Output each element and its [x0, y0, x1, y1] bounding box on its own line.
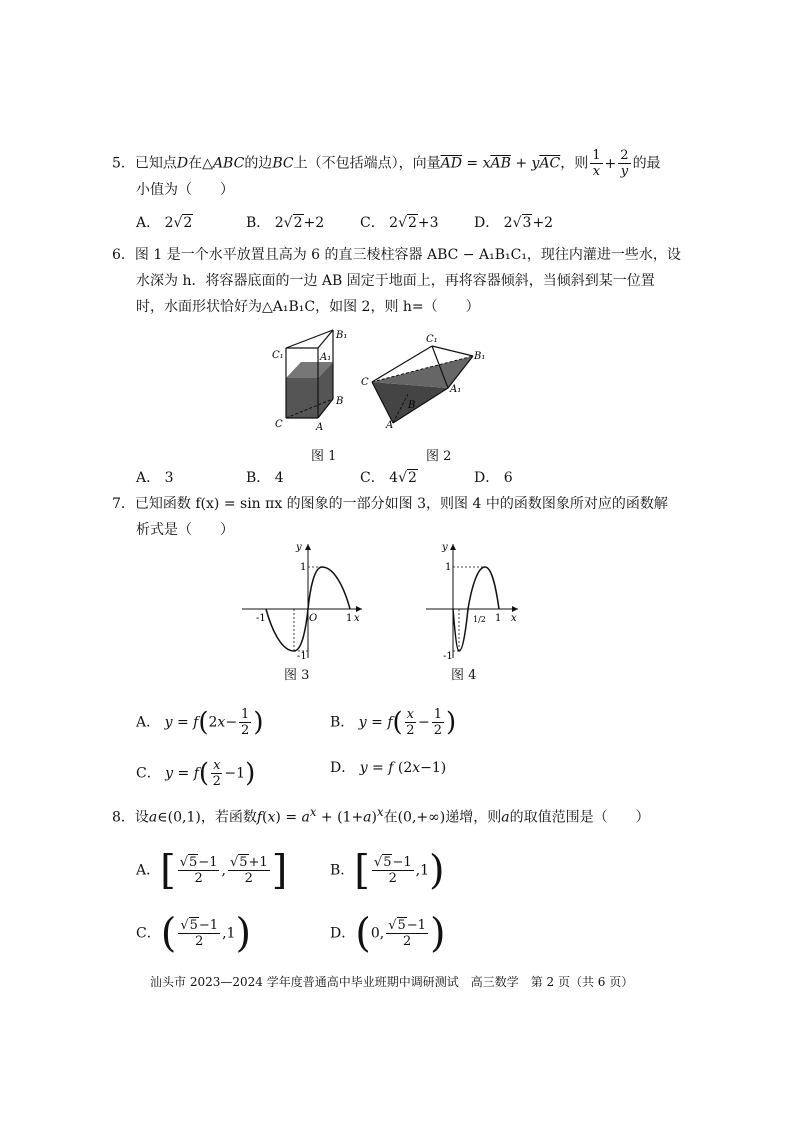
figure-4-graph [422, 538, 522, 662]
q6-stem-line1: 6．图 1 是一个水平放置且高为 6 的直三棱柱容器 ABC − A₁B₁C₁，现往内灌进一些水，设 [112, 247, 681, 263]
fig1-label-a1: A₁ [320, 352, 332, 363]
fig3-y-tick-1: 1 [300, 562, 307, 573]
q7-stem-line1: 7．已知函数 f(x) = sin πx 的图象的一部分如图 3，则图 4 中的函数图象所对应的函数解 [112, 496, 668, 512]
fig4-y-tick-neg1: -1 [443, 651, 453, 662]
q8-option-d: D．(0, $\frac{√5-1}{2}$ ) [330, 910, 446, 957]
q8-option-c: C．( $\frac{√5-1}{2}$ ,1) [136, 910, 252, 957]
fig2-label-a: A [386, 420, 394, 430]
figure-1-caption: 图 1 [311, 449, 337, 464]
figure-2-tilted-prism [360, 330, 495, 430]
fig1-label-b1: B₁ [336, 330, 348, 341]
figure-2-caption: 图 2 [426, 449, 452, 464]
fraction-expression: $\frac{1}{x}$ + $\frac{2}{y}$ [592, 148, 629, 179]
fig3-x-label: x [354, 613, 360, 624]
fig3-y-tick-neg1: -1 [297, 651, 307, 662]
q5-option-d: D． 2√3+2 [474, 215, 554, 231]
fig1-label-c1: C₁ [272, 350, 284, 361]
fig2-label-a1: A₁ [450, 384, 462, 395]
figure-3-graph [236, 538, 366, 662]
fig3-x-tick-1: 1 [346, 613, 353, 624]
fig4-x-label: x [511, 613, 517, 624]
fig4-y-label: y [442, 542, 448, 553]
fig1-label-c: C [275, 419, 283, 430]
fig1-label-b: B [336, 396, 344, 407]
q5-stem-line2: 小值为（ ） [136, 182, 234, 198]
fig4-y-tick-1: 1 [445, 562, 452, 573]
q6-option-d: D． 6 [474, 470, 513, 486]
fig1-label-a: A [316, 422, 324, 433]
q6-option-c: C． 4√2 [360, 470, 417, 486]
vector-equation: $\overline{AD} = x\overline{AB} + y\overline{AC}$ [440, 155, 561, 172]
figure-3-caption: 图 3 [284, 668, 310, 683]
q7-option-b: B． y = f( $\frac{x}{2}$ − $\frac{1}{2}$ ) [330, 707, 457, 738]
figure-4-caption: 图 4 [451, 668, 477, 683]
q5-option-b: B． 2√2+2 [246, 215, 325, 231]
q6-stem-line3: 时，水面形状恰好为△A₁B₁C，如图 2，则 h=（ ） [136, 299, 480, 315]
q7-option-c: C． y = f( $\frac{x}{2}$ −1) [136, 758, 256, 789]
fig2-label-c1: C₁ [426, 334, 438, 345]
q7-stem-line2: 析式是（ ） [136, 522, 234, 538]
q5-stem: 5．已知点D在△ABC的边BC上（不包括端点），向量$\overline{AD} = x\overline{AB} + y\overline{AC}$，则 $\frac{1}{x}$ + $\frac{2}{y}$ 的最 [112, 148, 661, 179]
q5-option-c: C． 2√2+3 [360, 215, 439, 231]
q5-option-a: A． 2√2 [136, 215, 193, 231]
q8-option-b: B．[ $\frac{√5-1}{2}$ ,1) [330, 847, 445, 894]
q6-option-a: A． 3 [136, 470, 174, 486]
fig4-x-tick-half: 1/2 [473, 615, 486, 624]
fig3-x-tick-neg1: -1 [256, 613, 266, 624]
fig3-origin: O [309, 613, 318, 624]
figure-1-prism [270, 324, 360, 438]
q7-option-d: D． y = f (2x−1) [330, 760, 447, 776]
fig2-label-b1: B₁ [474, 351, 486, 362]
q8-option-a: A．[ $\frac{√5-1}{2}$ , $\frac{√5+1}{2}$ ] [136, 847, 288, 894]
q8-stem: 8．设a∈(0,1)，若函数$f(x) = a^x + (1+a)^x$在(0,+∞)递增，则a的取值范围是（ ） [112, 805, 650, 826]
fig2-label-c: C [361, 377, 369, 388]
q6-stem-line2: 水深为 h．将容器底面的一边 AB 固定于地面上，再将容器倾斜，当倾斜到某一位置 [136, 273, 655, 289]
fig3-y-label: y [296, 542, 302, 553]
fig4-x-tick-1: 1 [495, 613, 502, 624]
q7-option-a: A． y = f(2x− $\frac{1}{2}$ ) [136, 707, 264, 738]
page-footer: 汕头市 2023—2024 学年度普通高中毕业班期中调研测试 高三数学 第 2 页（共 6 页） [150, 975, 634, 989]
q6-option-b: B． 4 [246, 470, 284, 486]
fig2-label-b: B [408, 400, 416, 411]
